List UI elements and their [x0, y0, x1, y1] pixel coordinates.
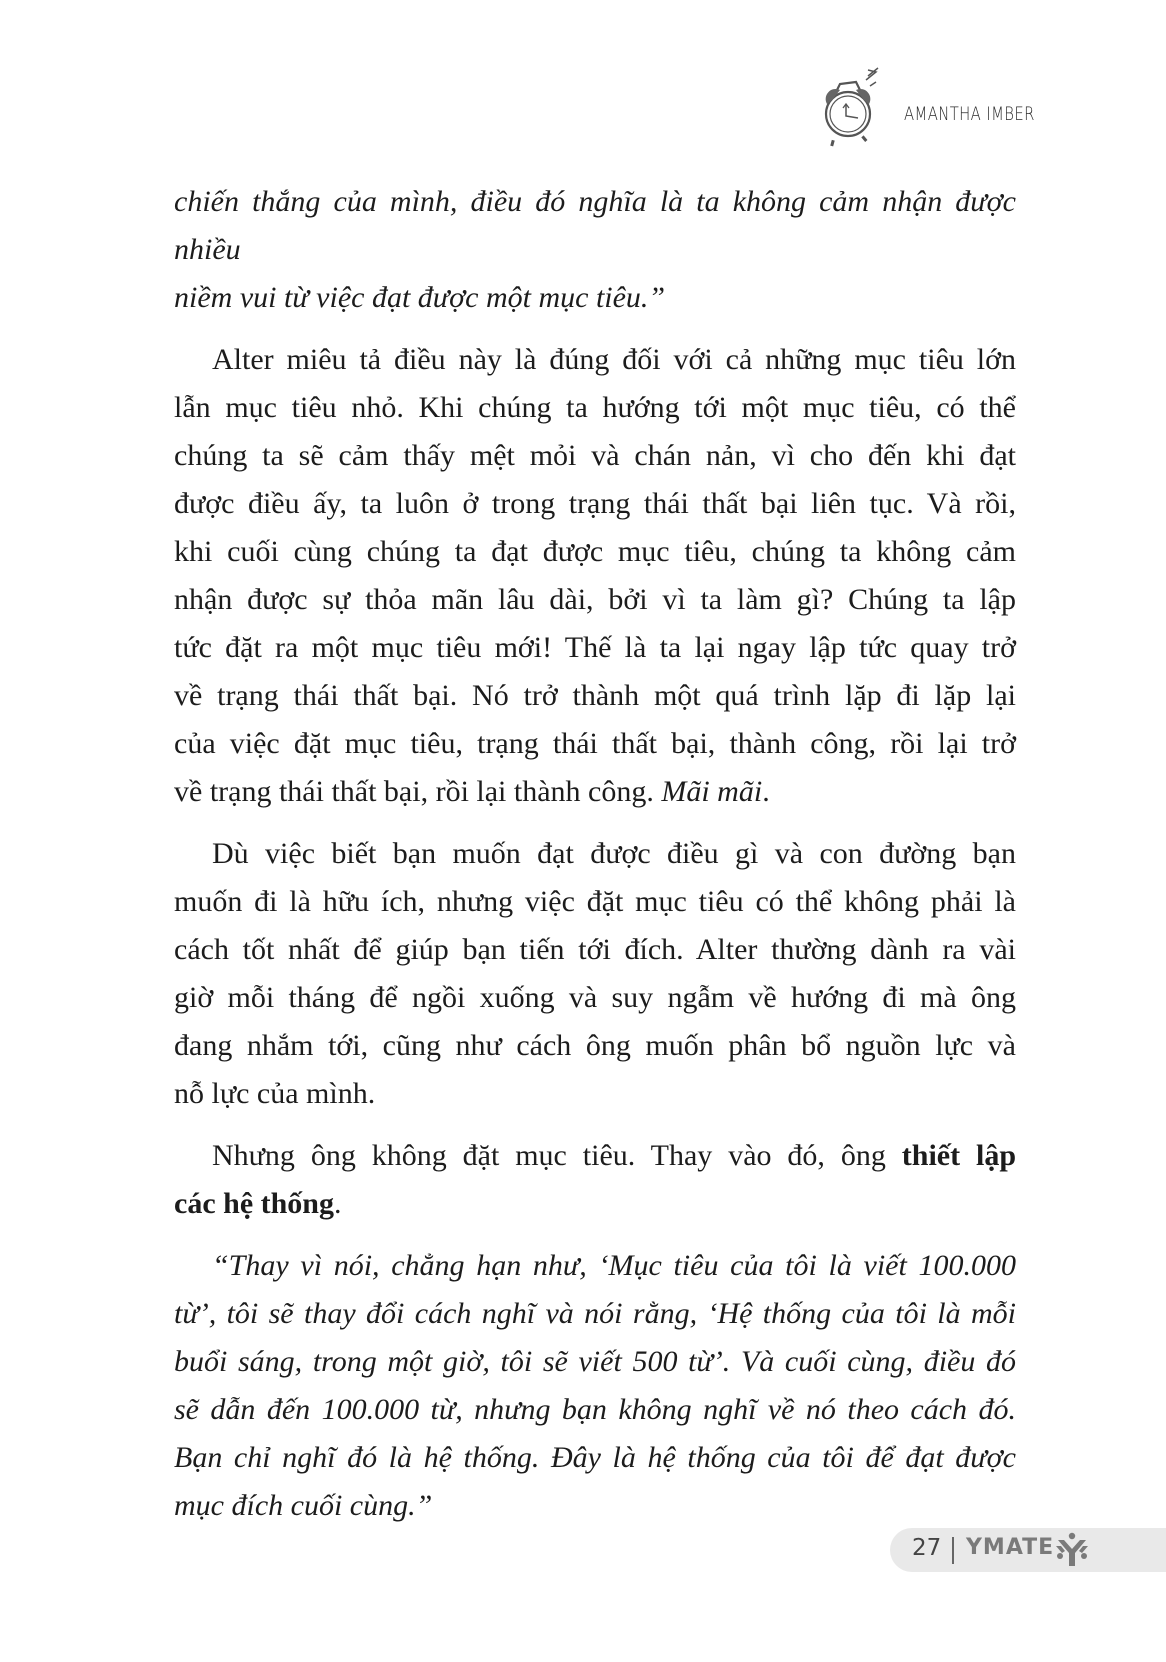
paragraph-quote-ending [174, 178, 1016, 322]
text-line: cách tốt nhất để giúp bạn tiến tới đích. Alter thường dành ra vài [174, 933, 1016, 966]
text-line: chiến thắng của mình, điều đó nghĩa là ta không cảm nhận được nhiều [174, 185, 1016, 266]
bold-emphasis: các hệ thống [174, 1187, 334, 1220]
text-line [174, 1132, 1016, 1180]
footer-divider [952, 1537, 954, 1564]
text-line: của việc đặt mục tiêu, trạng thái thất bại, thành công, rồi lại trở [174, 727, 1016, 760]
punctuation: . [334, 1187, 342, 1220]
text-line: được điều ấy, ta luôn ở trong trạng thái thất bại liên tục. Và rồi, [174, 487, 1016, 520]
text-line: “Thay vì nói, chẳng hạn như, ‘Mục tiêu của tôi là viết 100.000 [212, 1249, 1016, 1282]
paragraph-alter-quote [174, 1242, 1016, 1530]
publisher-brand: YMATE [966, 1535, 1055, 1560]
ymate-logo-icon [1052, 1532, 1092, 1568]
text-line: từ’, tôi sẽ thay đổi cách nghĩ và nói rằng, ‘Hệ thống của tôi là mỗi [174, 1297, 1016, 1330]
page-number: 27 [912, 1535, 942, 1561]
text-line: Bạn chỉ nghĩ đó là hệ thống. Đây là hệ thống của tôi để đạt được [174, 1441, 1016, 1474]
alarm-clock-icon [818, 56, 898, 156]
text-line [174, 1180, 1016, 1228]
text-segment: Nhưng ông không đặt mục tiêu. Thay vào đó, ông [212, 1139, 886, 1172]
paragraph-alter-description [174, 336, 1016, 816]
text-segment: về trạng thái thất bại, rồi lại thành công. [174, 775, 654, 808]
text-line: nỗ lực của mình. [174, 1077, 376, 1110]
bold-emphasis: thiết lập [901, 1139, 1017, 1172]
text-line: tức đặt ra một mục tiêu mới! Thế là ta lại ngay lập tức quay trở [174, 631, 1016, 664]
body-text [174, 178, 1016, 1544]
text-line: đang nhắm tới, cũng như cách ông muốn phân bổ nguồn lực và [174, 1029, 1016, 1062]
text-line: sẽ dẫn đến 100.000 từ, nhưng bạn không nghĩ về nó theo cách đó. [174, 1393, 1016, 1426]
text-line: muốn đi là hữu ích, nhưng việc đặt mục tiêu có thể không phải là [174, 885, 1016, 918]
punctuation: . [762, 775, 770, 808]
author-name: AMANTHA IMBER [904, 103, 1035, 125]
page-footer [890, 1528, 1166, 1572]
text-line: buổi sáng, trong một giờ, tôi sẽ viết 500 từ’. Và cuối cùng, điều đó [174, 1345, 1016, 1378]
italic-emphasis: Mãi mãi [661, 775, 763, 808]
text-line [174, 768, 1016, 816]
text-line: lẫn mục tiêu nhỏ. Khi chúng ta hướng tới một mục tiêu, có thể [174, 391, 1016, 424]
text-line: nhận được sự thỏa mãn lâu dài, bởi vì ta làm gì? Chúng ta lập [174, 583, 1016, 616]
text-line: về trạng thái thất bại. Nó trở thành một quá trình lặp đi lặp lại [174, 679, 1016, 712]
text-line: Alter miêu tả điều này là đúng đối với cả những mục tiêu lớn [212, 343, 1016, 376]
text-line: chúng ta sẽ cảm thấy mệt mỏi và chán nản, vì cho đến khi đạt [174, 439, 1016, 472]
paragraph-systems [174, 1132, 1016, 1228]
text-line: niềm vui từ việc đạt được một mục tiêu.” [174, 281, 666, 314]
running-header [818, 56, 1118, 156]
text-line: mục đích cuối cùng.” [174, 1489, 433, 1522]
paragraph-goal-setting [174, 830, 1016, 1118]
text-line: khi cuối cùng chúng ta đạt được mục tiêu, chúng ta không cảm [174, 535, 1016, 568]
text-line: Dù việc biết bạn muốn đạt được điều gì và con đường bạn [212, 837, 1016, 870]
text-line: giờ mỗi tháng để ngồi xuống và suy ngẫm về hướng đi mà ông [174, 981, 1016, 1014]
